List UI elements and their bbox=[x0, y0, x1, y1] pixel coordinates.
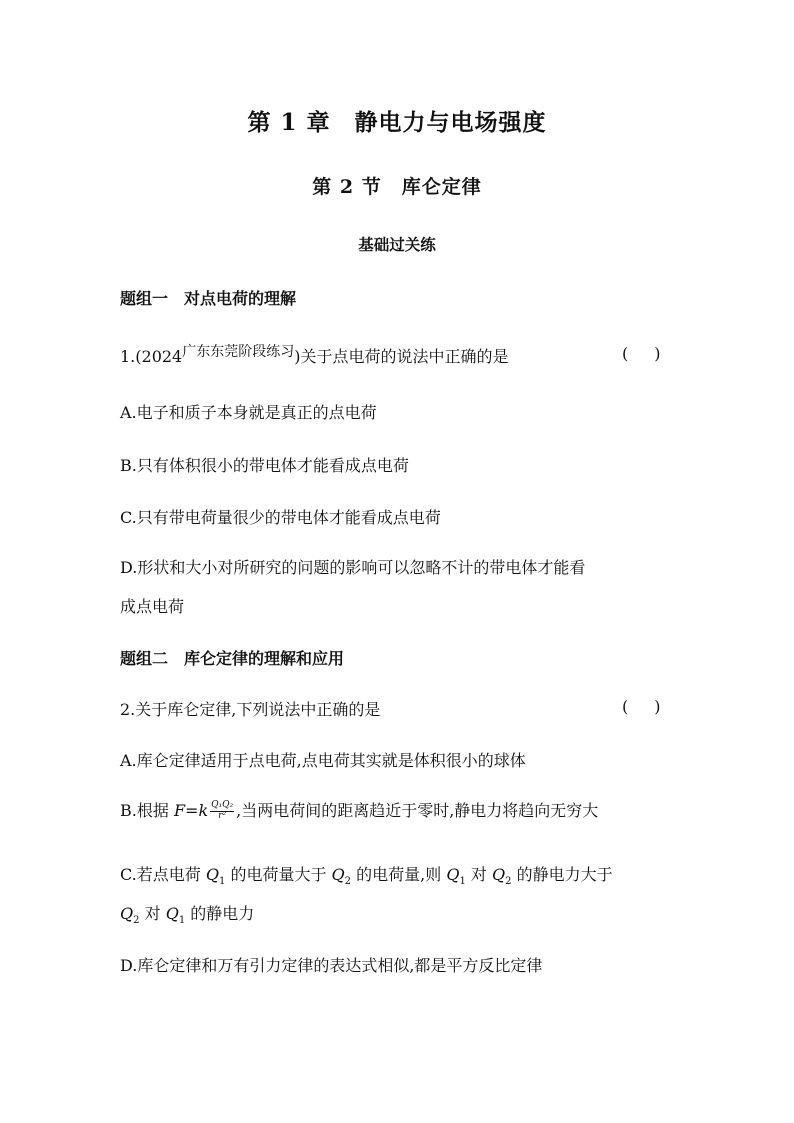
q1-prefix: 1.(2024 bbox=[120, 347, 183, 366]
formula-fraction bbox=[210, 801, 234, 822]
q1-option-b: B.只有体积很小的带电体才能看成点电荷 bbox=[120, 456, 409, 475]
q-symbol: Q bbox=[492, 865, 506, 884]
group2-title: 题组二 库仑定律的理解和应用 bbox=[120, 649, 345, 668]
q-subscript: 1 bbox=[218, 876, 226, 888]
chapter-title: 第 1 章 静电力与电场强度 bbox=[247, 109, 547, 136]
c-text: 的电荷量大于 bbox=[225, 865, 332, 884]
q-subscript: 2 bbox=[133, 915, 140, 927]
q1-option-c: C.只有带电荷量很少的带电体才能看成点电荷 bbox=[120, 508, 441, 527]
c-text: 的静电力 bbox=[185, 904, 255, 923]
paren-close: ) bbox=[654, 697, 661, 716]
q1-source: 广东东莞阶段练习 bbox=[182, 344, 295, 360]
q-symbol: Q bbox=[205, 865, 219, 884]
subsection-title: 基础过关练 bbox=[358, 235, 436, 254]
q2-b-suffix: ,当两电荷间的距离趋近于零时,静电力将趋向无穷大 bbox=[236, 801, 599, 820]
q2-option-c-line1 bbox=[120, 862, 613, 887]
q2-option-b bbox=[120, 798, 598, 822]
q1-stem bbox=[120, 344, 508, 367]
q1-option-d-line1: D.形状和大小对所研究的问题的影响可以忽略不计的带电体才能看 bbox=[120, 558, 586, 577]
formula-lhs: F=k bbox=[173, 801, 209, 820]
formula-denominator: r² bbox=[218, 811, 227, 821]
q1-option-a: A.电子和质子本身就是真正的点电荷 bbox=[120, 403, 377, 422]
q1-stem-text: )关于点电荷的说法中正确的是 bbox=[294, 347, 509, 366]
paren-close: ) bbox=[654, 344, 661, 363]
c-text: C.若点电荷 bbox=[120, 865, 206, 884]
q-subscript: 1 bbox=[178, 915, 186, 927]
formula-numerator: Q₁Q₂ bbox=[211, 800, 234, 811]
q-subscript: 1 bbox=[459, 876, 466, 888]
q2-answer-paren bbox=[622, 697, 661, 716]
q1-answer-paren bbox=[622, 344, 661, 363]
q-symbol: Q bbox=[165, 904, 179, 923]
q2-b-prefix: B.根据 bbox=[120, 801, 174, 820]
section-title: 第 2 节 库仑定律 bbox=[312, 176, 482, 198]
q-subscript: 2 bbox=[344, 876, 352, 888]
c-text: 的电荷量,则 bbox=[351, 865, 447, 884]
q2-stem: 2.关于库仑定律,下列说法中正确的是 bbox=[120, 700, 381, 719]
q-symbol: Q bbox=[446, 865, 460, 884]
q-subscript: 2 bbox=[505, 876, 512, 888]
q2-option-c-line2 bbox=[120, 901, 254, 926]
c-text: 对 bbox=[465, 865, 492, 884]
paren-open: ( bbox=[622, 344, 629, 363]
c-text: 的静电力大于 bbox=[511, 865, 613, 884]
q-symbol: Q bbox=[331, 865, 345, 884]
paren-open: ( bbox=[622, 697, 629, 716]
q1-option-d-line2: 成点电荷 bbox=[120, 597, 185, 616]
q-symbol: Q bbox=[120, 904, 134, 923]
q2-option-a: A.库仑定律适用于点电荷,点电荷其实就是体积很小的球体 bbox=[120, 751, 526, 770]
group1-title: 题组一 对点电荷的理解 bbox=[120, 289, 297, 308]
c-text: 对 bbox=[139, 904, 166, 923]
q2-option-d: D.库仑定律和万有引力定律的表达式相似,都是平方反比定律 bbox=[120, 956, 543, 975]
